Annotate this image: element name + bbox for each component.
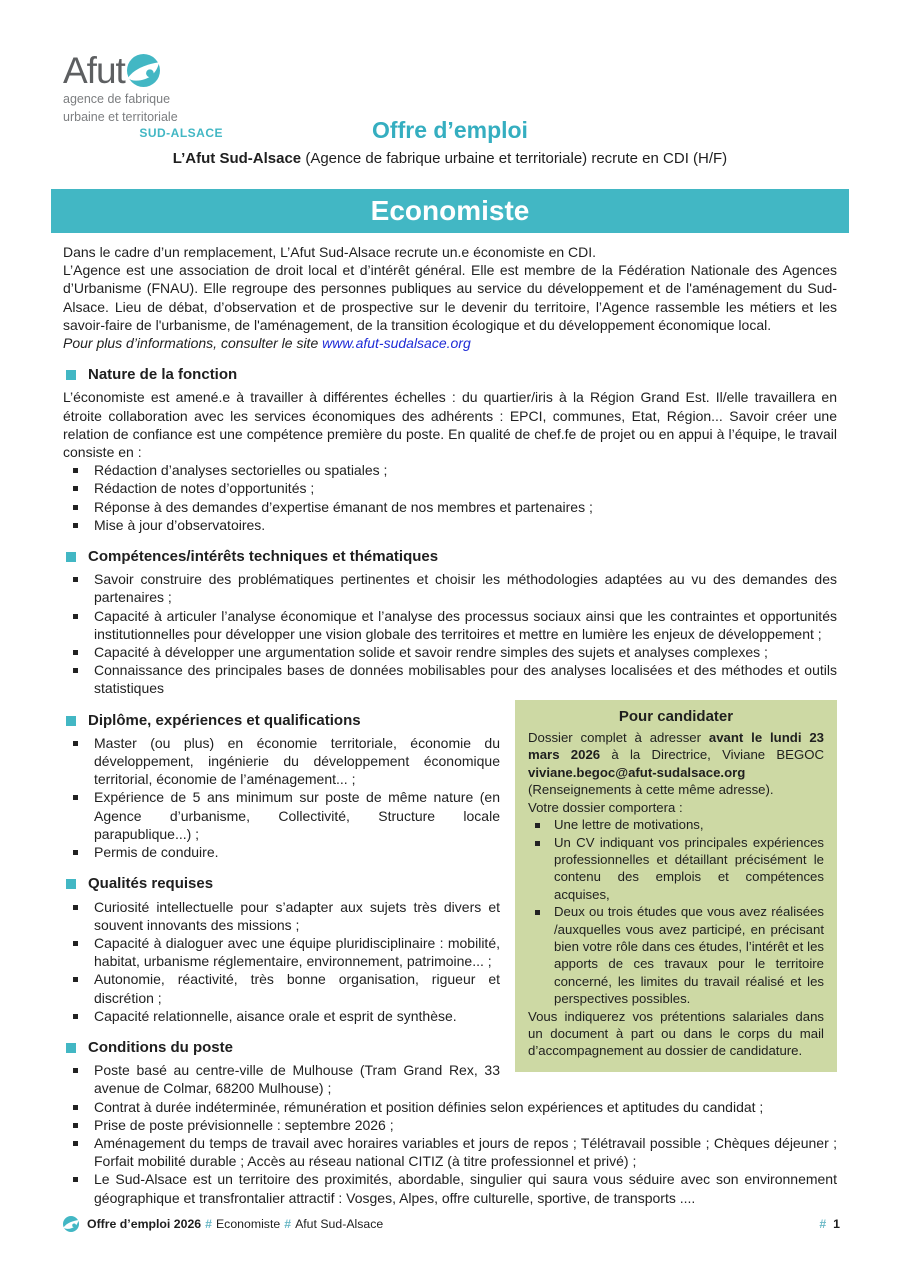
- intro-line-1: Dans le cadre d’un remplacement, L’Afut Sud-Alsace recrute un.e économiste en CDI.: [63, 244, 597, 260]
- list-item: Aménagement du temps de travail avec horaires variables et jours de repos ; Télétravail possible ; Chèques déjeuner ; Forfait mobilité durable ; Accès au réseau national CITIZ (à titre professionnel et privé) ;: [63, 1134, 837, 1170]
- list-item: Autonomie, réactivité, très bonne organisation, rigueur et discrétion ;: [63, 970, 837, 1006]
- section-marker-icon: [66, 716, 76, 726]
- list-item: Master (ou plus) en économie territoriale, économie du développement, ingénierie du développement économique territorial, économie de l’aménagement... ;: [63, 734, 837, 789]
- conditions-bullet-list: [63, 1061, 837, 1207]
- candidater-text: à la Directrice, Viviane BEGOC: [600, 747, 824, 763]
- list-item: Une lettre de motivations,: [528, 816, 824, 833]
- section-competences-heading: [66, 548, 837, 566]
- list-item: Curiosité intellectuelle pour s’adapter aux sujets très divers et souvent innovants des missions ;: [63, 898, 837, 934]
- list-item: Mise à jour d’observatoires.: [63, 516, 837, 534]
- section-marker-icon: [66, 1043, 76, 1053]
- qualites-bullet-list: [63, 898, 837, 1025]
- footer-tag-economiste: Economiste: [215, 1217, 281, 1231]
- section-marker-icon: [66, 879, 76, 889]
- diplome-bullet-list: [63, 734, 837, 861]
- deadline-date: avant le lundi 23 mars 2026: [528, 730, 824, 763]
- logo-tagline-2: urbaine et territoriale: [63, 109, 178, 124]
- list-item: Poste basé au centre-ville de Mulhouse (Tram Grand Rex, 33 avenue de Colmar, 68200 Mulhouse) ;: [63, 1061, 837, 1097]
- list-item: Rédaction d’analyses sectorielles ou spatiales ;: [63, 461, 837, 479]
- page-number-hash-icon: #: [819, 1217, 827, 1231]
- page-subtitle: [63, 150, 837, 167]
- intro-line-2: L’Agence est une association de droit local et d’intérêt général. Elle est membre de la Fédération Nationale des Agences d’Urbanisme (FNAU). Elle regroupe des personnes publiques au service du développement et de l'aménagement du Sud-Alsace. Lieu de débat, d’observation et de prospective sur le devenir du territoire, l’Agence rassemble les métiers et les savoir-faire de l'urbanisme, de l'aménagement, de la transition écologique et du développement économique local.: [63, 262, 837, 333]
- page-title: Offre d’emploi: [372, 117, 528, 143]
- section-heading-text: Diplôme, expériences et qualifications: [88, 711, 361, 729]
- list-item: Capacité à articuler l’analyse économique et l’analyse des processus sociaux ainsi que les contraintes et opportunités institutionnelles pour développer une vision globale des territoires et mettre en lumière les enjeux de développement ;: [63, 607, 837, 643]
- section-nature-intro: L’économiste est amené.e à travailler à différentes échelles : du quartier/iris à la Région Grand Est. Il/elle travaillera en étroite collaboration avec les services économiques des adhérents : EPCI, communes, Etat, Région... Savoir créer une relation de confiance est une compétence première du poste. En qualité de chef.fe de projet ou en appui à l’équipe, le travail consiste en :: [63, 389, 837, 461]
- swirl-icon: [63, 1216, 79, 1232]
- section-diplome-heading: [66, 712, 500, 730]
- section-heading-text: Nature de la fonction: [88, 366, 238, 384]
- section-competences: [63, 548, 837, 698]
- subtitle-org-name: L’Afut Sud-Alsace: [172, 150, 302, 167]
- document-header: [63, 0, 837, 243]
- nature-bullet-list: [63, 461, 837, 534]
- list-item: Prise de poste prévisionnelle : septembre 2026 ;: [63, 1116, 837, 1134]
- section-heading-text: Conditions du poste: [88, 1038, 233, 1056]
- list-item: Savoir construire des problématiques pertinentes et choisir les méthodologies adaptées au vu des demandes des partenaires ;: [63, 570, 837, 606]
- intro-site-line: [63, 334, 837, 352]
- job-title-banner: Economiste: [51, 189, 849, 233]
- intro-paragraphs: [63, 243, 837, 352]
- section-marker-icon: [66, 370, 76, 380]
- page-number-value: 1: [833, 1217, 840, 1231]
- section-nature: [63, 366, 837, 534]
- candidater-outro: Vous indiquerez vos prétentions salariales dans un document à part ou dans le corps du mail d’accompagnement au dossier de candidature.: [528, 1008, 824, 1059]
- logo-region-text: SUD-ALSACE: [139, 125, 223, 140]
- list-item: Capacité à dialoguer avec une équipe pluridisciplinaire : mobilité, habitat, urbanisme réglementaire, environnement, patrimoine... ;: [63, 934, 837, 970]
- footer-doc-label: Offre d’emploi 2026: [87, 1217, 202, 1231]
- list-item: Deux ou trois études que vous avez réalisées /auxquelles vous avez participé, en précisant bien votre rôle dans ces études, l’intérêt et les apports de ces travaux pour le territoire concerné, les limites du travail réalisé et les perspectives possibles.: [528, 903, 824, 1007]
- section-heading-text: Compétences/intérêts techniques et thématiques: [88, 548, 439, 566]
- section-nature-heading: [66, 366, 837, 384]
- competences-bullet-list: [63, 570, 837, 697]
- section-diplome: [63, 712, 837, 862]
- section-marker-icon: [66, 552, 76, 562]
- page-footer: [63, 1216, 840, 1232]
- list-item: Rédaction de notes d’opportunités ;: [63, 479, 837, 497]
- list-item: Capacité à développer une argumentation solide et savoir rendre simples des sujets et analyses complexes ;: [63, 643, 837, 661]
- section-qualites: [63, 875, 837, 1025]
- list-item: Contrat à durée indéterminée, rémunération et position définies selon expériences et aptitudes du candidat ;: [63, 1098, 837, 1116]
- list-item: Réponse à des demandes d’expertise émanant de nos membres et partenaires ;: [63, 498, 837, 516]
- section-qualites-heading: [66, 875, 500, 893]
- swirl-icon: [127, 54, 160, 87]
- site-line-text: Pour plus d’informations, consulter le site: [63, 335, 323, 352]
- website-link[interactable]: www.afut-sudalsace.org: [322, 335, 471, 352]
- logo-tagline-1: agence de fabrique: [63, 92, 171, 106]
- footer-hash-icon: #: [205, 1217, 212, 1231]
- list-item: Permis de conduire.: [63, 843, 837, 861]
- list-item: Le Sud-Alsace est un territoire des proximités, abordable, singulier qui saura vous séduire avec son environnement géographique et transfrontalier attractif : Vosges, Alpes, offre culturelle, sportive, de transports ....: [63, 1170, 837, 1206]
- candidater-title: Pour candidater: [618, 707, 734, 725]
- candidater-text: Dossier complet à adresser: [528, 730, 709, 746]
- contact-email: viviane.begoc@afut-sudalsace.org: [528, 764, 746, 780]
- section-conditions: [63, 1039, 837, 1207]
- footer-hash-icon: #: [284, 1217, 292, 1231]
- section-heading-text: Qualités requises: [88, 875, 214, 893]
- list-item: Capacité relationnelle, aisance orale et esprit de synthèse.: [63, 1007, 837, 1025]
- logo-brand-text: Afut: [63, 50, 125, 91]
- list-item: Connaissance des principales bases de données mobilisables pour des analyses localisées et des méthodes et outils statistiques: [63, 661, 837, 697]
- dossier-intro: Votre dossier comportera :: [528, 799, 683, 815]
- page-number: [815, 1217, 840, 1231]
- section-conditions-heading: [66, 1039, 500, 1057]
- footer-tag-org: Afut Sud-Alsace: [295, 1217, 384, 1231]
- list-item: Expérience de 5 ans minimum sur poste de même nature (en Agence d’urbanisme, Collectivité, Structure locale parapublique...) ;: [63, 788, 837, 843]
- candidater-text: (Renseignements à cette même adresse).: [528, 782, 774, 798]
- subtitle-rest: (Agence de fabrique urbaine et territoriale) recrute en CDI (H/F): [301, 150, 728, 167]
- list-item: Un CV indiquant vos principales expériences professionnelles et détaillant précisément le contenu des emplois et compétences acquises,: [528, 834, 824, 904]
